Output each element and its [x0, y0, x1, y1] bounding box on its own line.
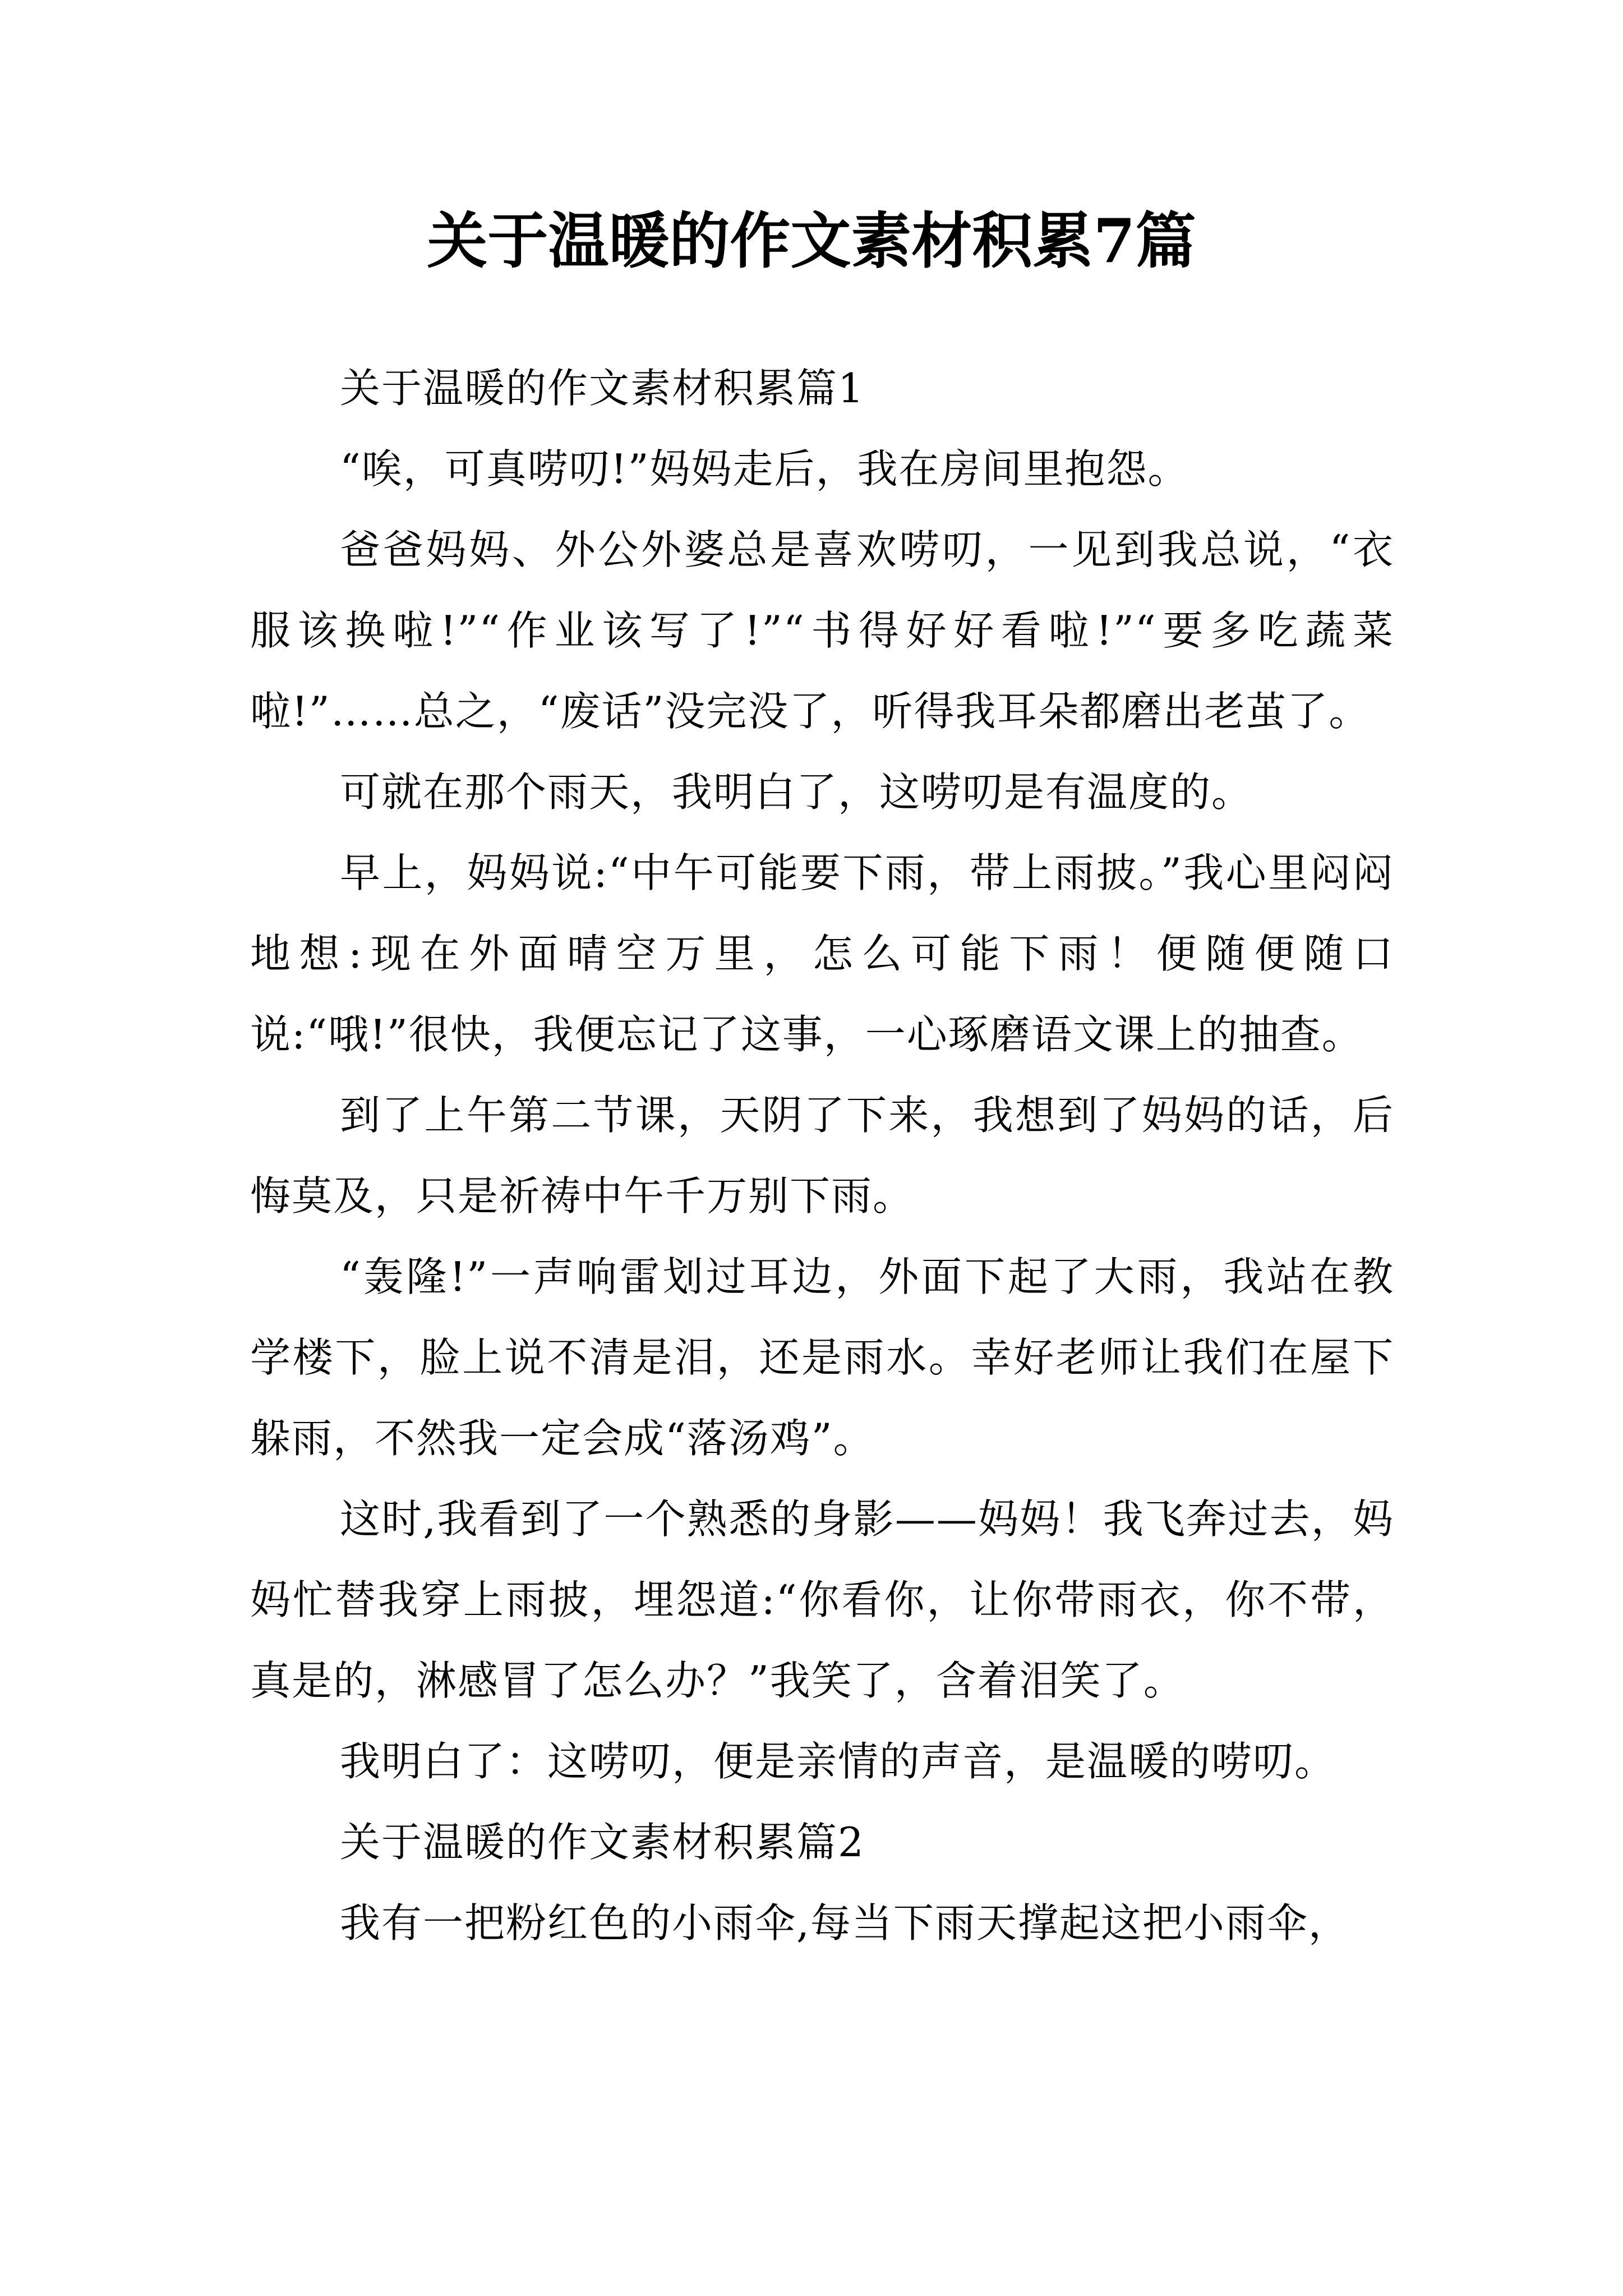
paragraph: 爸爸妈妈、外公外婆总是喜欢唠叨，一见到我总说，“衣服该换啦!”“作业该写了!”“书得好好看啦!”“要多吃蔬菜啦!”……总之，“废话”没完没了，听得我耳朵都磨出老茧了。: [250, 526, 1394, 735]
paragraph: “轰隆!”一声响雷划过耳边，外面下起了大雨，我站在教学楼下，脸上说不清是泪，还是雨水。幸好老师让我们在屋下躲雨，不然我一定会成“落汤鸡”。: [250, 1253, 1394, 1462]
section-heading-1: 关于温暖的作文素材积累篇1: [340, 365, 865, 412]
section-heading-2: 关于温暖的作文素材积累篇2: [340, 1819, 865, 1866]
document-title: 关于温暖的作文素材积累7篇: [427, 206, 1196, 277]
paragraph: “唉，可真唠叨!”妈妈走后，我在房间里抱怨。: [340, 445, 1189, 493]
paragraph: 早上，妈妈说:“中午可能要下雨，带上雨披。”我心里闷闷地想:现在外面晴空万里，怎么可能下雨！便随便随口说:“哦!”很快，我便忘记了这事，一心琢磨语文课上的抽查。: [250, 849, 1394, 1058]
paragraph: 我明白了：这唠叨，便是亲情的声音，是温暖的唠叨。: [340, 1738, 1336, 1785]
paragraph: 我有一把粉红色的小雨伞,每当下雨天撑起这把小雨伞，: [340, 1899, 1350, 1947]
paragraph: 到了上午第二节课，天阴了下来，我想到了妈妈的话，后悔莫及，只是祈祷中午千万别下雨。: [250, 1092, 1394, 1220]
paragraph: 可就在那个雨天，我明白了，这唠叨是有温度的。: [340, 769, 1253, 816]
document-body: [250, 348, 1394, 1963]
paragraph: 这时,我看到了一个熟悉的身影——妈妈！我飞奔过去，妈妈忙替我穿上雨披，埋怨道:“你看你，让你带雨衣，你不带，真是的，淋感冒了怎么办？”我笑了，含着泪笑了。: [250, 1496, 1394, 1704]
